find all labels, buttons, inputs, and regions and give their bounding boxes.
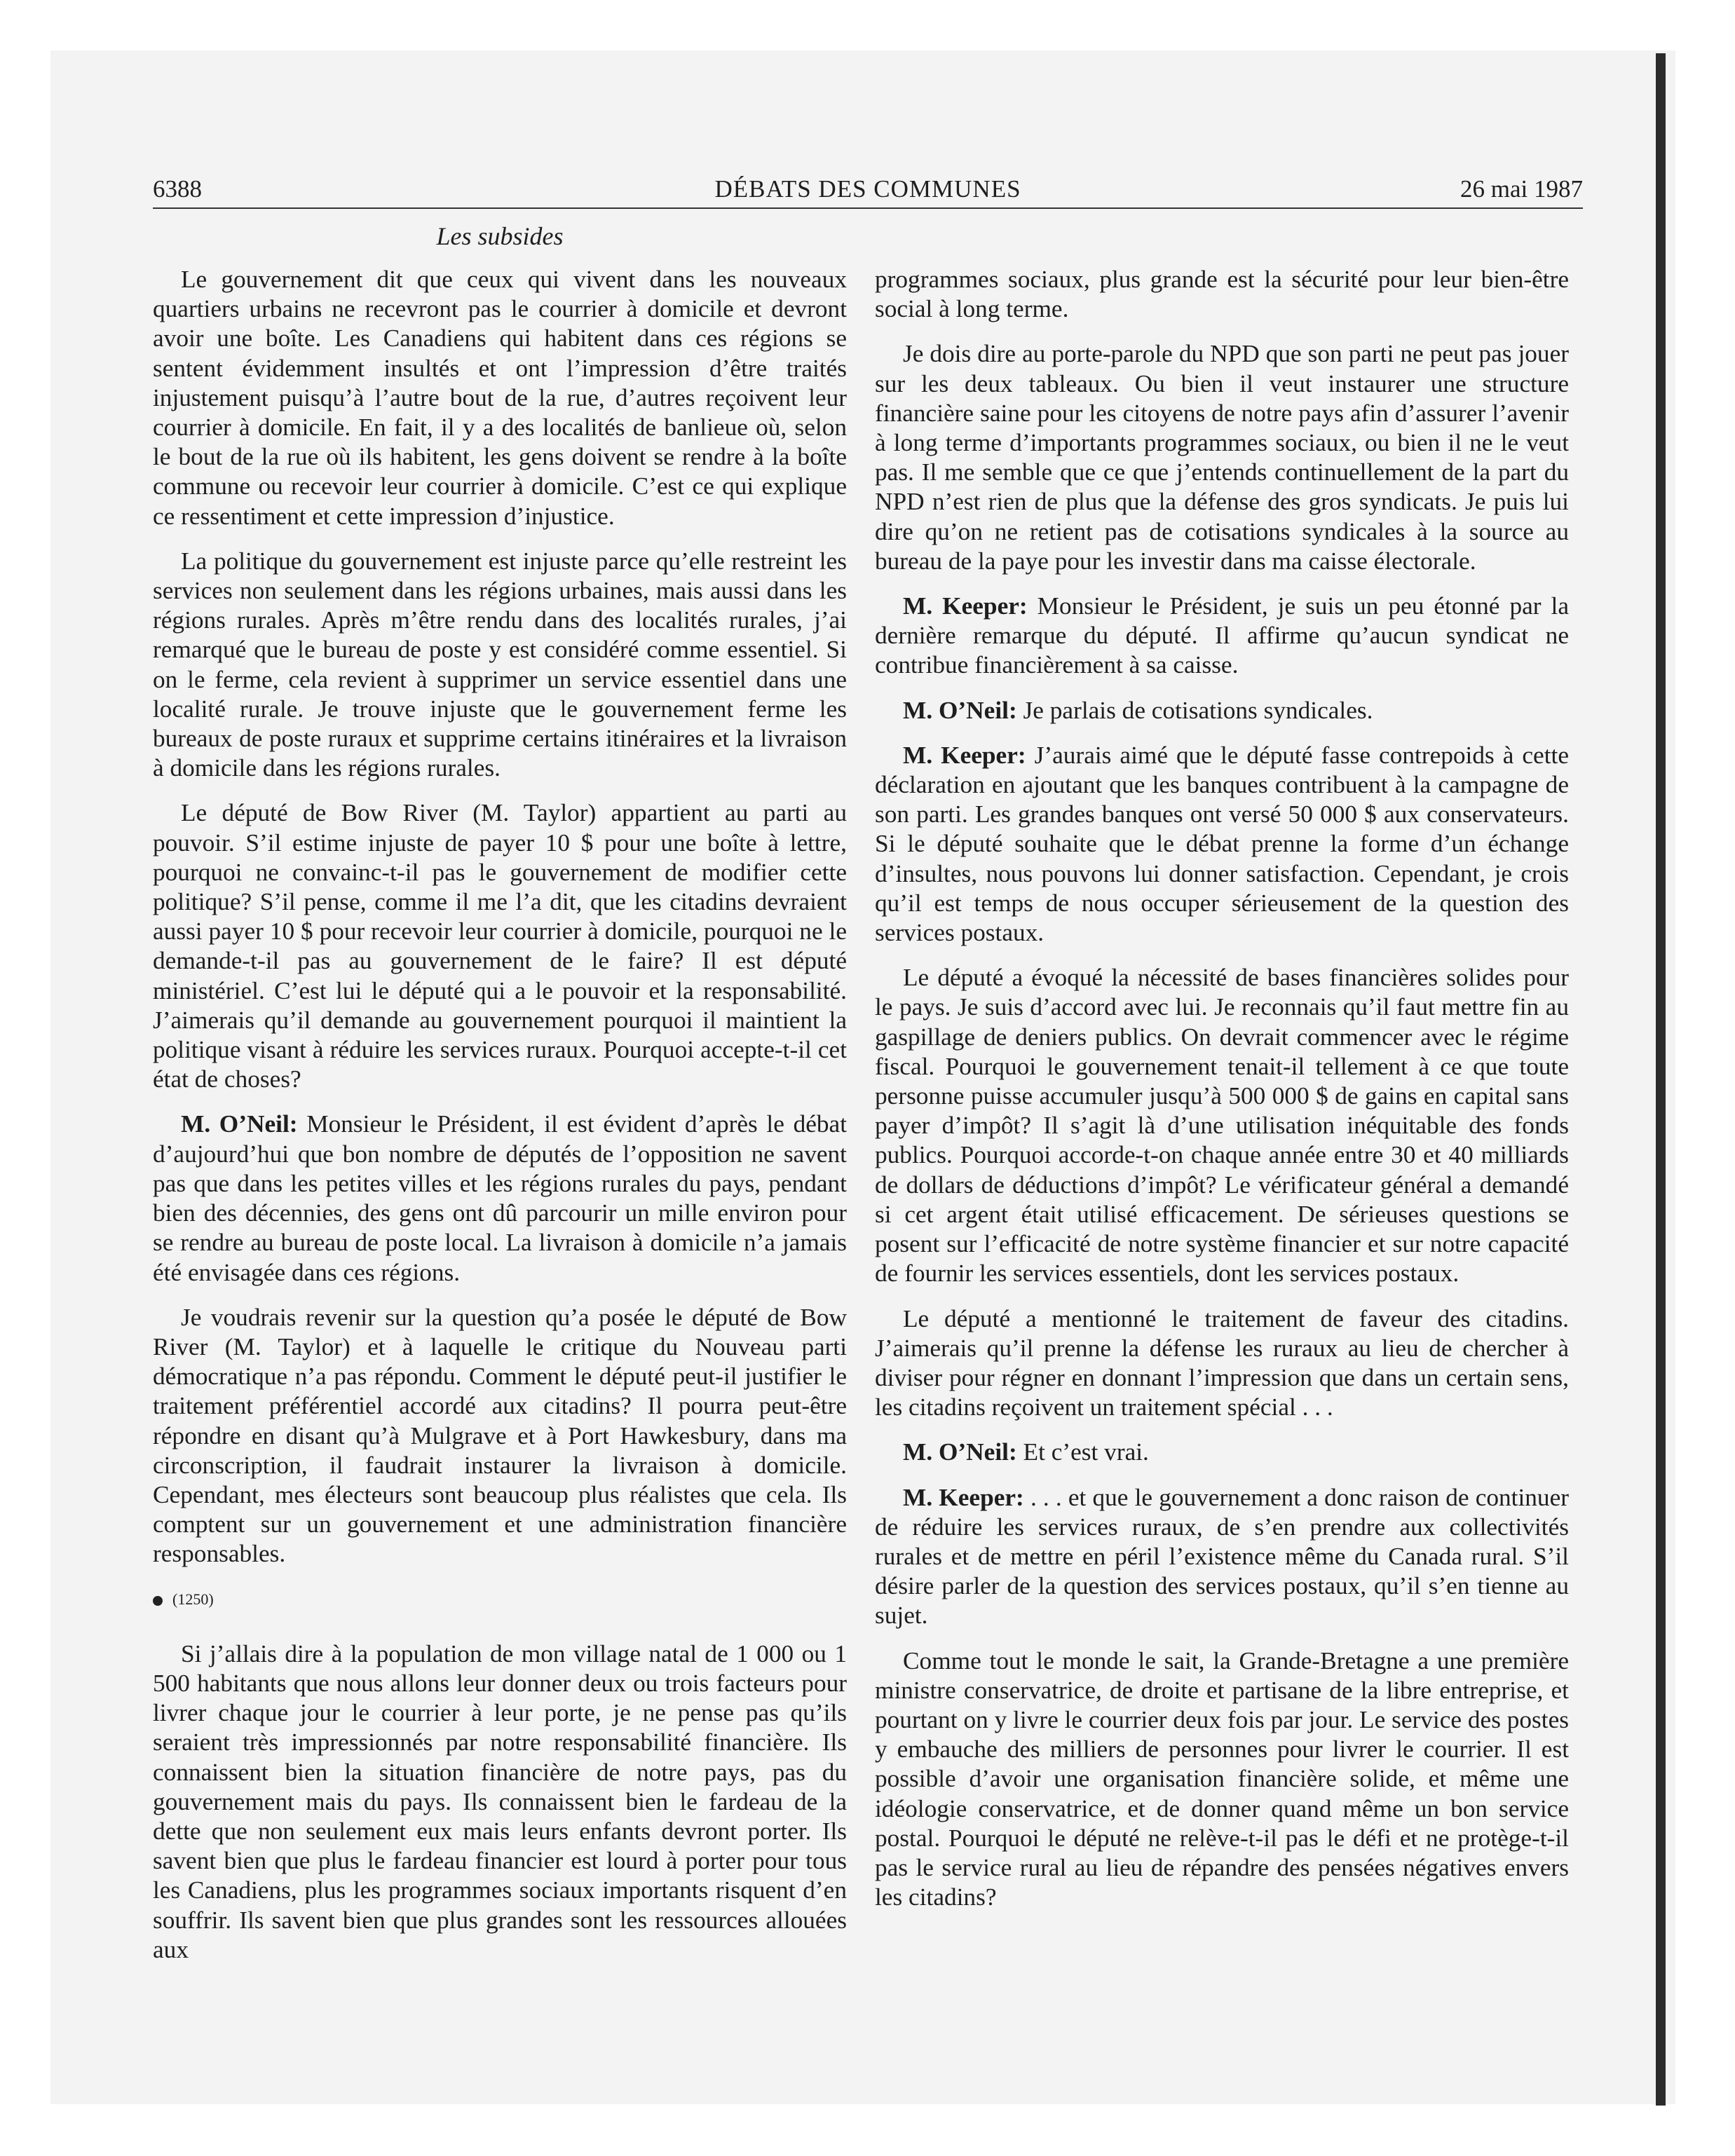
time-marker	[153, 1585, 847, 1614]
speech-paragraph	[875, 592, 1569, 681]
paragraph: La politique du gouvernement est injuste parce qu’elle restreint les services non seulement dans les régions urbaines, mais aussi dans les régions rurales. Après m’être rendu dans des localités rurales, j’ai remarqué que le bureau de poste y est considéré comme essentiel. Si on le ferme, cela revient à supprimer un service essentiel dans une localité rurale. Je trouve injuste que le gouvernement ferme les bureaux de poste ruraux et supprime certains itinéraires et la livraison à domicile dans les régions rurales.	[153, 547, 847, 782]
speaker-name: M. O’Neil:	[903, 1438, 1017, 1466]
page-number: 6388	[153, 175, 202, 203]
speech-paragraph	[875, 741, 1569, 948]
speaker-name: M. Keeper:	[903, 592, 1028, 620]
left-column	[153, 265, 847, 1980]
speaker-name: M. Keeper:	[903, 741, 1026, 769]
right-column	[875, 265, 1569, 1928]
speech-text: J’aurais aimé que le député fasse contrepoids à cette déclaration en ajoutant que les banques contribuent à la campagne de son parti. Les grandes banques ont versé 50 000 $ aux conservateurs. Si le député souhaite que le débat prenne la forme d’un échange d’insultes, nous pouvons lui donner satisfaction. Cependant, je crois qu’il est temps de nous occuper sérieusement de la question des services postaux.	[875, 741, 1569, 947]
paragraph: Le député a mentionné le traitement de faveur des citadins. J’aimerais qu’il prenne la défense les ruraux au lieu de chercher à diviser pour régner en donnant l’impression que dans un certain sens, les citadins reçoivent un traitement spécial . . .	[875, 1304, 1569, 1421]
page-date: 26 mai 1987	[1460, 175, 1583, 203]
paragraph: Comme tout le monde le sait, la Grande-Bretagne a une première ministre conservatrice, de droite et partisane de la libre entreprise, et pourtant on y livre le courrier deux fois par jour. Le service des postes y embauche des milliers de personnes pour livrer le courrier. Il est possible d’avoir une organisation financière solide, et même une idéologie conservatrice, et de donner quand même un bon service postal. Pourquoi le député ne relève-t-il pas le défi et ne protège-t-il pas le service rural au lieu de répandre des pensées négatives envers les citadins?	[875, 1646, 1569, 1911]
paragraph: Je voudrais revenir sur la question qu’a posée le député de Bow River (M. Taylor) et à laquelle le critique du Nouveau parti démocratique n’a pas répondu. Comment le député peut-il justifier le traitement préférentiel accordé aux citadins? Il pourra peut-être répondre en disant qu’à Mulgrave et à Port Hawkesbury, dans ma circonscription, il faudrait instaurer la livraison à domicile. Cependant, mes électeurs sont beaucoup plus réalistes que cela. Ils comptent sur un gouvernement et une administration financière responsables.	[153, 1303, 847, 1568]
page-edge-bar	[1656, 53, 1666, 2106]
header-rule	[153, 207, 1583, 209]
section-title: Les subsides	[436, 222, 564, 250]
speech-paragraph	[875, 1438, 1569, 1467]
bullet-icon	[153, 1596, 163, 1606]
paragraph: Je dois dire au porte-parole du NPD que son parti ne peut pas jouer sur les deux tableaux. Ou bien il veut instaurer une structure financière saine pour les citoyens de notre pays afin d’assurer l’avenir à long terme d’importants programmes sociaux, ou bien il ne le veut pas. Il me semble que ce que j’entends continuellement de la part du NPD n’est rien de plus que la défense des gros syndicats. Je puis lui dire qu’on ne retient pas de cotisations syndicales à la source au bureau de la paye pour les investir dans ma caisse électorale.	[875, 340, 1569, 575]
speech-text: Monsieur le Président, je suis un peu étonné par la dernière remarque du député. Il affirme qu’aucun syndicat ne contribue financièrement à sa caisse.	[875, 592, 1569, 679]
paragraph: Le député a évoqué la nécessité de bases financières solides pour le pays. Je suis d’accord avec lui. Je reconnais qu’il faut mettre fin au gaspillage de deniers publics. On devrait commencer avec le régime fiscal. Pourquoi le gouvernement tenait-il tellement à ce que toute personne puisse accumuler jusqu’à 500 000 $ de gains en capital sans payer d’impôt? Il s’agit là d’une utilisation inéquitable des fonds publics. Pourquoi accorde-t-on chaque année entre 30 et 40 milliards de dollars de déductions d’impôt? Le vérificateur général a demandé si cet argent était utilisé efficacement. De sérieuses questions se posent sur l’efficacité de notre système financier et sur notre capacité de fournir les services essentiels, dont les services postaux.	[875, 964, 1569, 1288]
paragraph: Le gouvernement dit que ceux qui vivent dans les nouveaux quartiers urbains ne recevront pas le courrier à domicile et devront avoir une boîte. Les Canadiens qui habitent dans ces régions se sentent évidemment insultés et ont l’impression d’être traités injustement puisqu’à l’autre bout de la rue, d’autres reçoivent leur courrier à domicile. En fait, il y a des localités de banlieue où, selon le bout de la rue où ils habitent, les gens doivent se rendre à la boîte commune ou recevoir leur courrier à domicile. C’est ce qui explique ce ressentiment et cette impression d’injustice.	[153, 266, 847, 530]
speaker-name: M. O’Neil:	[903, 696, 1017, 724]
paragraph: Si j’allais dire à la population de mon village natal de 1 000 ou 1 500 habitants que nous allons leur donner deux ou trois facteurs pour livrer chaque jour le courrier à leur porte, je ne pense pas qu’ils seraient très impressionnés par notre responsabilité financière. Ils connaissent bien la situation financière de notre pays, pas du gouvernement mais du pays. Ils connaissent bien le fardeau de la dette que non seulement eux mais leurs enfants devront porter. Ils savent bien que plus le fardeau financier est lourd à porter pour tous les Canadiens, plus les programmes sociaux importants risquent d’en souffrir. Ils savent bien que plus grandes sont les ressources allouées aux	[153, 1639, 847, 1963]
speech-paragraph	[875, 1483, 1569, 1631]
speaker-name: M. Keeper:	[903, 1483, 1024, 1511]
journal-title: DÉBATS DES COMMUNES	[714, 175, 1021, 203]
speech-text: . . . et que le gouvernement a donc raison de continuer de réduire les services ruraux, de s’en prendre aux collectivités rurales et de mettre en péril l’existence même du Canada rural. S’il désire parler de la question des services postaux, qu’il s’en tienne au sujet.	[875, 1483, 1569, 1630]
time-marker-text: (1250)	[172, 1590, 214, 1608]
speech-paragraph	[153, 1110, 847, 1287]
speech-text: Et c’est vrai.	[1023, 1438, 1149, 1466]
paragraph: Le député de Bow River (M. Taylor) appartient au parti au pouvoir. S’il estime injuste de payer 10 $ pour une boîte à lettre, pourquoi ne convainc-t-il pas le gouvernement de modifier cette politique? S’il pense, comme il me l’a dit, que les citadins devraient aussi payer 10 $ pour recevoir leur courrier à domicile, pourquoi ne le demande-t-il pas au gouvernement de le faire? Il est député ministériel. C’est lui le député qui a le pouvoir et la responsabilité. J’aimerais qu’il demande au gouvernement pourquoi il maintient la politique visant à réduire les services ruraux. Pourquoi accepte-t-il cet état de choses?	[153, 799, 847, 1093]
speech-text: Je parlais de cotisations syndicales.	[1023, 696, 1373, 724]
page-header	[153, 175, 1583, 210]
speech-paragraph	[875, 696, 1569, 725]
speech-text: Monsieur le Président, il est évident d’après le débat d’aujourd’hui que bon nombre de députés de l’opposition ne savent pas que dans les petites villes et les régions rurales du pays, pendant bien des décennies, des gens ont dû parcourir un mille environ pour se rendre au bureau de poste local. La livraison à domicile n’a jamais été envisagée dans ces régions.	[153, 1110, 848, 1286]
speaker-name: M. O’Neil:	[181, 1110, 298, 1138]
paragraph-continued: programmes sociaux, plus grande est la sécurité pour leur bien-être social à long terme.	[875, 266, 1569, 323]
